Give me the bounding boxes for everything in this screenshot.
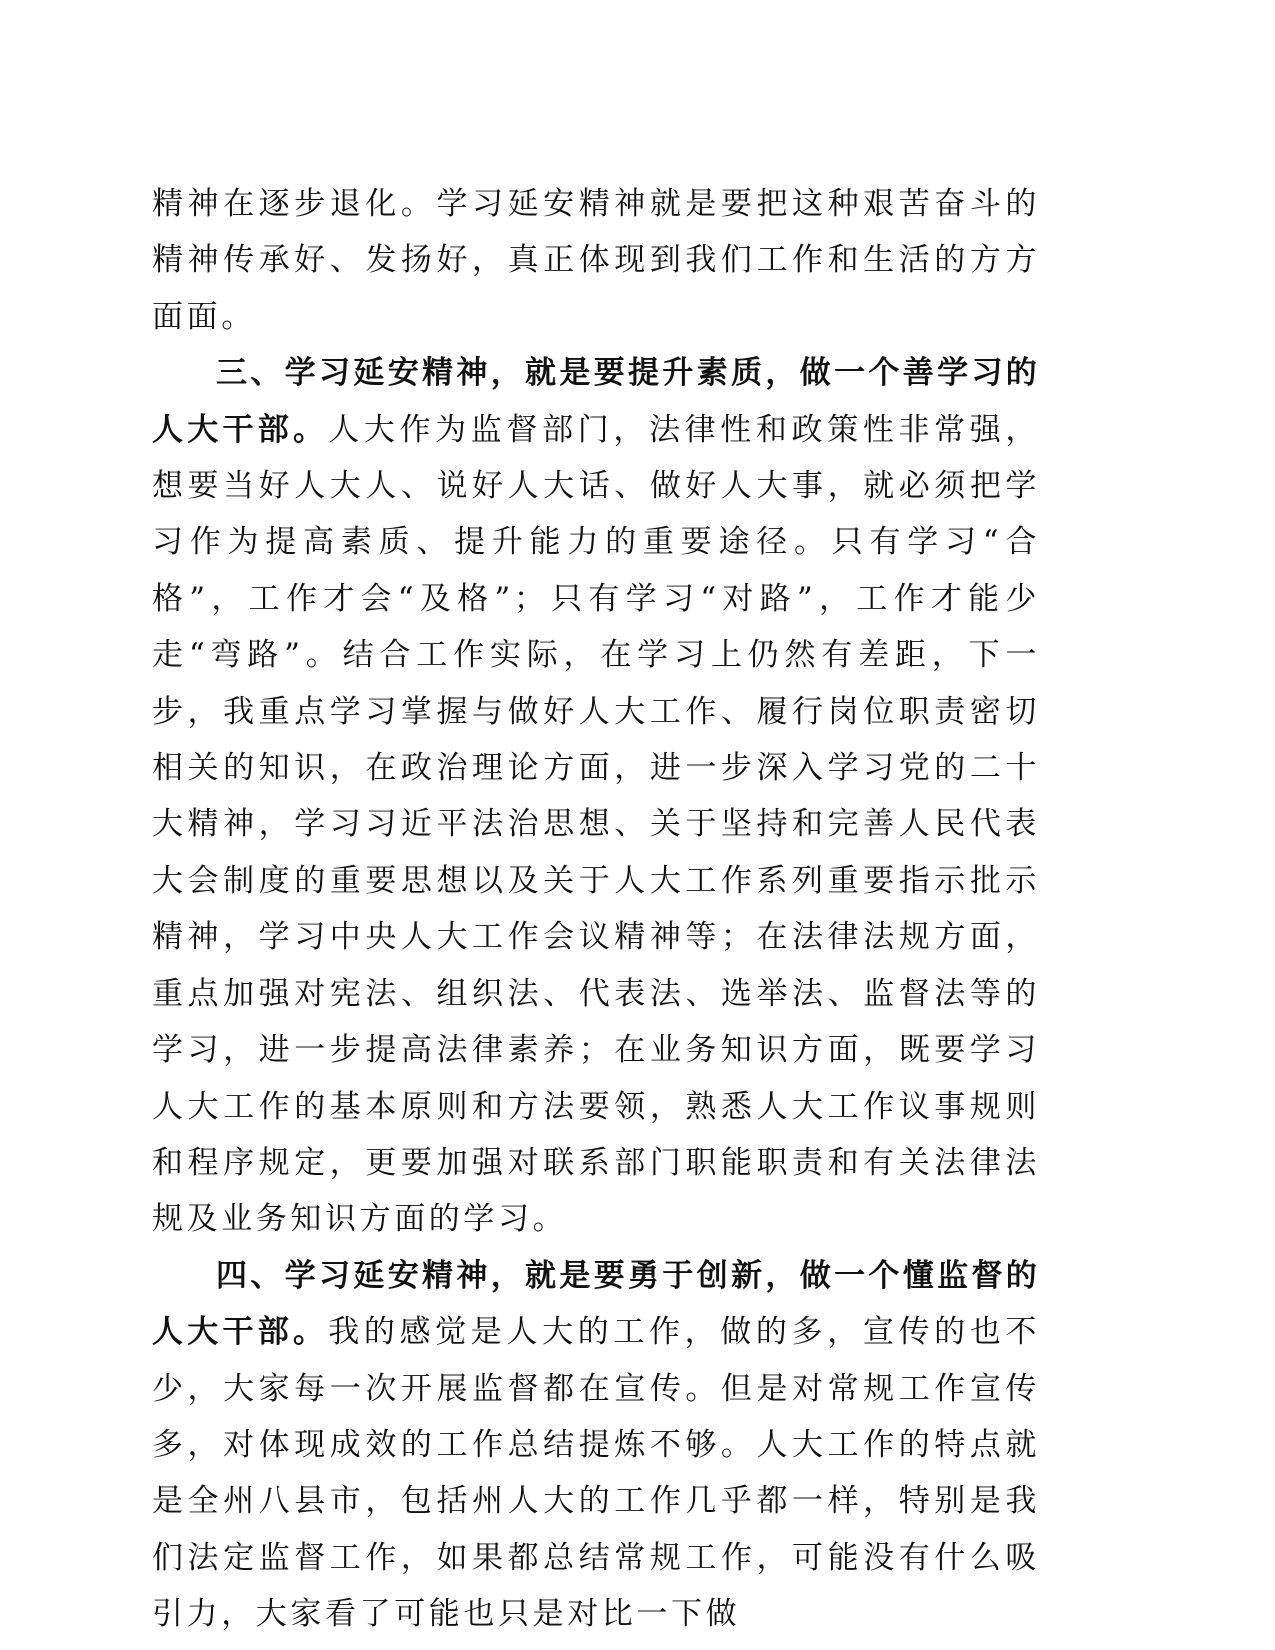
paragraph-text: 精神在逐步退化。学习延安精神就是要把这种艰苦奋斗的精神传承好、发扬好，真正体现到我们工作和生活的方方面面。 (152, 186, 1040, 335)
section-four-heading: 四、学习延安精神，就是要勇于创新，做一个懂监督的人大干部。 (152, 1257, 1040, 1351)
paragraph-section-three (152, 345, 1040, 1248)
paragraph-text: 我的感觉是人大的工作，做的多，宣传的也不少，大家每一次开展监督都在宣传。但是对常规工作宣传多，对体现成效的工作总结提炼不够。人大工作的特点就是全州八县市，包括州人大的工作几乎都一样，特别是我们法定监督工作，如果都总结常规工作，可能没有什么吸引力，大家看了可能也只是对比一下做 (152, 1314, 1041, 1633)
section-three-heading: 三、学习延安精神，就是要提升素质，做一个善学习的人大干部。 (152, 355, 1040, 448)
document-body (152, 176, 1040, 1643)
paragraph-text: 人大作为监督部门，法律性和政策性非常强，想要当好人大人、说好人大话、做好人大事，就必须把学习作为提高素质、提升能力的重要途径。只有学习“合格”，工作才会“及格”；只有学习“对路”，工作才能少走“弯路”。结合工作实际，在学习上仍然有差距，下一步，我重点学习掌握与做好人大工作、履行岗位职责密切相关的知识，在政治理论方面，进一步深入学习党的二十大精神，学习习近平法治思想、关于坚持和完善人民代表大会制度的重要思想以及关于人大工作系列重要指示批示精神，学习中央人大工作会议精神等；在法律法规方面，重点加强对宪法、组织法、代表法、选举法、监督法等的学习，进一步提高法律素养；在业务知识方面，既要学习人大工作的基本原则和方法要领，熟悉人大工作议事规则和程序规定，更要加强对联系部门职能职责和有关法律法规及业务知识方面的学习。 (152, 411, 1041, 1238)
paragraph-continuation (152, 176, 1040, 345)
paragraph-section-four (152, 1248, 1040, 1643)
